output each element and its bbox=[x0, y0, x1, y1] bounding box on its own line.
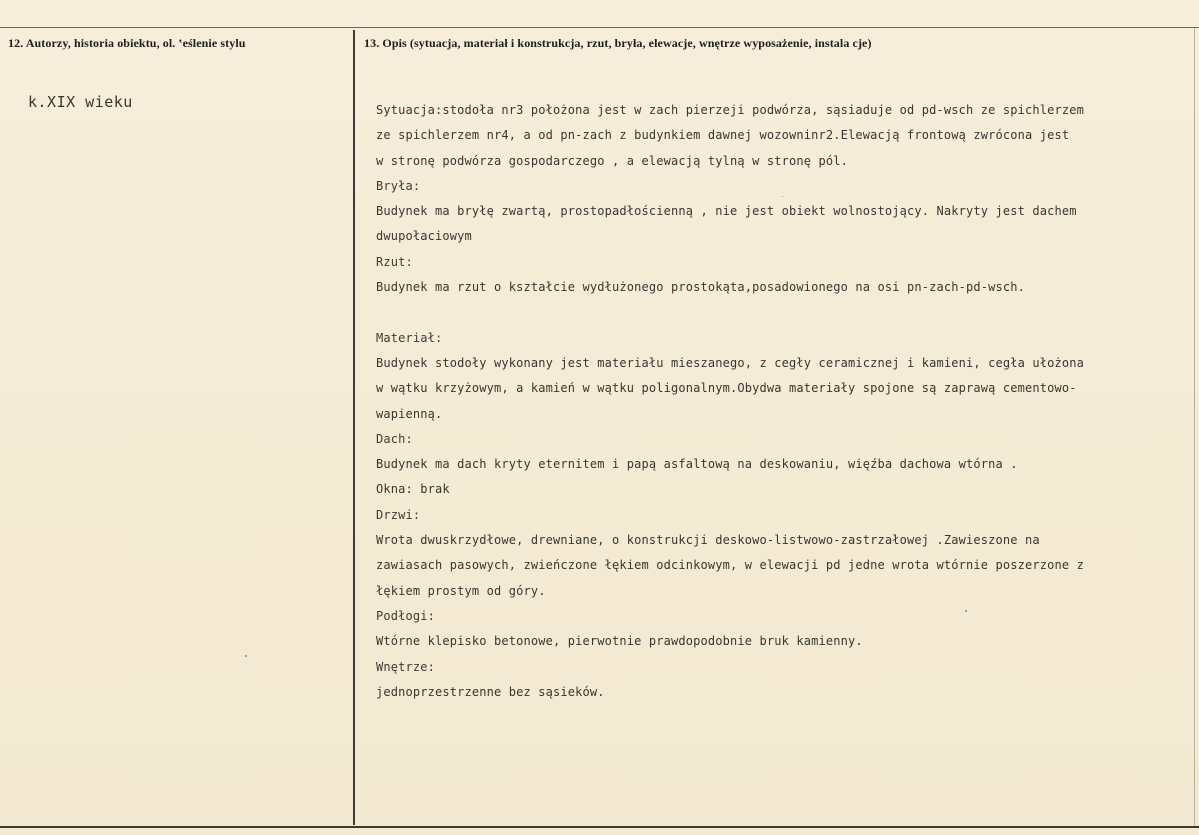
desc-line-okna: Okna: brak bbox=[376, 482, 450, 497]
section-12-heading: 12. Autorzy, historia obiektu, ol. ‛eślenie stylu bbox=[8, 36, 246, 50]
desc-line: dwupołaciowym bbox=[376, 229, 472, 244]
column-divider bbox=[353, 30, 355, 825]
desc-line: Budynek ma rzut o kształcie wydłużonego prostokąta,posadowionego na osi pn-zach-pd-wsch. bbox=[376, 280, 1025, 295]
desc-line: w stronę podwórza gospodarczego , a elewacją tylną w stronę pól. bbox=[376, 153, 848, 168]
desc-heading-drzwi: Drzwi: bbox=[376, 507, 421, 522]
desc-line: Budynek ma bryłę zwartą, prostopadłościenną , nie jest obiekt wolnostojący. Nakryty jest dachem bbox=[376, 204, 1077, 219]
desc-heading-dach: Dach: bbox=[376, 431, 413, 446]
authors-history-entry: k.XIX wieku bbox=[28, 93, 133, 111]
desc-line: zawiasach pasowych, zwieńczone łękiem odcinkowym, w elewacji pd jedne wrota wtórnie poszerzone z bbox=[376, 558, 1084, 573]
desc-heading-material: Materiał: bbox=[376, 330, 443, 345]
paper-speck bbox=[965, 610, 967, 612]
desc-line: jednoprzestrzenne bez sąsieków. bbox=[376, 684, 605, 699]
desc-line: Wrota dwuskrzydłowe, drewniane, o konstrukcji deskowo-listwowo-zastrzałowej .Zawieszone na bbox=[376, 533, 1040, 548]
desc-line: Sytuacja:stodoła nr3 położona jest w zach pierzeji podwórza, sąsiaduje od pd-wsch ze spichlerzem bbox=[376, 103, 1084, 117]
desc-heading-rzut: Rzut: bbox=[376, 254, 413, 269]
desc-line: w wątku krzyżowym, a kamień w wątku poligonalnym.Obydwa materiały spojone są zaprawą cementowo- bbox=[376, 381, 1077, 396]
desc-heading-bryla: Bryła: bbox=[376, 178, 421, 193]
right-edge-rule bbox=[1194, 28, 1195, 826]
desc-line: wapienną. bbox=[376, 406, 443, 421]
desc-line: Budynek stodoły wykonany jest materiału mieszanego, z cegły ceramicznej i kamieni, cegła ułożona bbox=[376, 355, 1084, 370]
desc-line: Wtórne klepisko betonowe, pierwotnie prawdopodobnie bruk kamienny. bbox=[376, 634, 863, 649]
description-text bbox=[376, 98, 1186, 705]
paper-speck bbox=[782, 196, 783, 197]
desc-blank-line bbox=[376, 300, 1186, 325]
desc-line: Budynek ma dach kryty eternitem i papą asfaltową na deskowaniu, więźba dachowa wtórna . bbox=[376, 457, 1018, 472]
section-13-heading: 13. Opis (sytuacja, materiał i konstrukcja, rzut, bryła, elewacje, wnętrze wyposażenie, instala cje) bbox=[364, 36, 872, 50]
desc-heading-podlogi: Podłogi: bbox=[376, 608, 435, 623]
bottom-rule bbox=[0, 826, 1199, 828]
desc-heading-wnetrze: Wnętrze: bbox=[376, 659, 435, 674]
desc-line: łękiem prostym od góry. bbox=[376, 583, 546, 598]
desc-line: ze spichlerzem nr4, a od pn-zach z budynkiem dawnej wozowninr2.Elewacją frontową zwrócona jest bbox=[376, 128, 1070, 143]
top-rule bbox=[0, 27, 1199, 28]
paper-speck bbox=[245, 655, 247, 657]
